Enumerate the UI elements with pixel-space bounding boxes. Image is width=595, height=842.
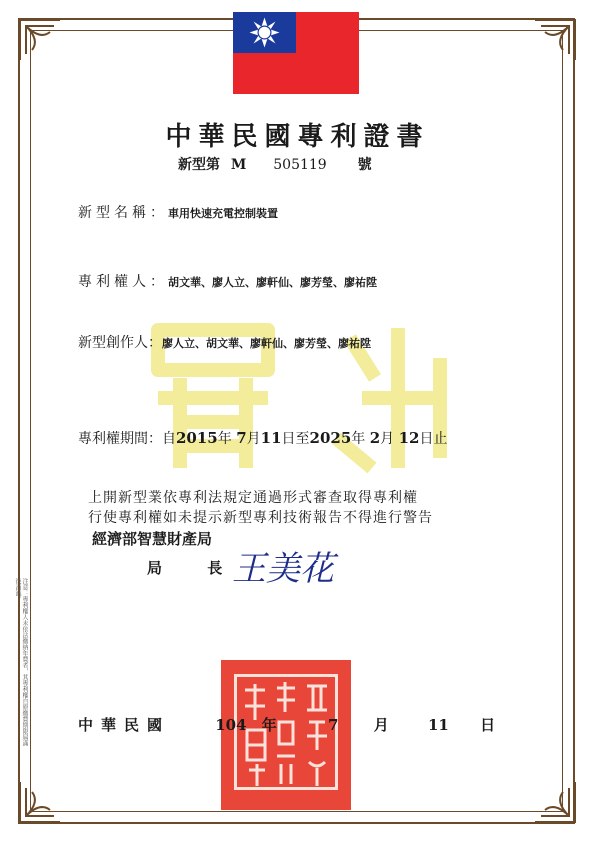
term-end-month: 2 bbox=[369, 429, 381, 447]
term-start-month: 7 bbox=[236, 429, 247, 447]
statement-line-2: 行使專利權如未提示新型專利技術報告不得進行警告 bbox=[88, 510, 433, 526]
issue-date bbox=[78, 714, 495, 735]
corner-ornament-top-right bbox=[531, 16, 579, 64]
field-patentee-value: 胡文華、廖人立、廖軒仙、廖芳瑩、廖祐陞 bbox=[168, 276, 377, 289]
certificate-title: 中華民國專利證書 bbox=[165, 122, 430, 152]
term-end-month-unit: 月 bbox=[380, 431, 395, 447]
flag-canton bbox=[233, 12, 296, 53]
term-year-unit: 年 bbox=[217, 431, 232, 447]
director-signature: 王美花 bbox=[232, 549, 334, 589]
issue-month: 7 bbox=[328, 716, 339, 734]
term-start-year: 2015 bbox=[176, 429, 218, 447]
number-prefix: 新型第 bbox=[178, 157, 220, 173]
term-end-year-unit: 年 bbox=[351, 431, 366, 447]
issue-day-label: 日 bbox=[480, 716, 496, 734]
field-inventor-label: 新型創作人： bbox=[78, 335, 162, 351]
issue-month-label: 月 bbox=[373, 716, 389, 734]
field-patentee-label: 專利權人： bbox=[78, 274, 168, 290]
number-suffix: 號 bbox=[357, 157, 372, 173]
issue-year: 104 bbox=[215, 716, 247, 734]
national-flag bbox=[233, 12, 359, 94]
term-start-day: 11 bbox=[260, 429, 282, 447]
term-end-day: 12 bbox=[398, 429, 420, 447]
number-letter: M bbox=[230, 157, 247, 173]
term-month-unit: 月 bbox=[246, 431, 261, 447]
field-inventor-value: 廖人立、胡文華、廖軒仙、廖芳瑩、廖祐陞 bbox=[162, 337, 371, 350]
term-end-year: 2025 bbox=[309, 429, 352, 447]
issue-day: 11 bbox=[427, 716, 449, 734]
official-seal bbox=[221, 660, 351, 810]
field-name bbox=[78, 202, 278, 222]
issuing-office: 經濟部智慧財產局 bbox=[92, 530, 213, 548]
field-patentee bbox=[78, 271, 377, 291]
number-value: 505119 bbox=[273, 157, 327, 173]
director-title: 局 長 bbox=[147, 559, 243, 577]
certificate-number bbox=[178, 154, 372, 174]
term-end-suffix: 日止 bbox=[419, 431, 448, 447]
issue-era: 中華民國 bbox=[78, 716, 171, 734]
corner-ornament-bottom-left bbox=[16, 778, 64, 826]
statement-line-1: 上開新型業依專利法規定通過形式審查取得專利權 bbox=[88, 490, 418, 506]
patent-term bbox=[78, 428, 447, 448]
side-note: 注意：專利權人未依法繳納年費者，其專利權自原繳費期限屆滿後消滅。 bbox=[14, 578, 28, 746]
corner-ornament-top-left bbox=[16, 16, 64, 64]
field-name-value: 車用快速充電控制裝置 bbox=[168, 207, 278, 220]
issue-year-label: 年 bbox=[261, 716, 277, 734]
term-day-unit: 日至 bbox=[281, 431, 310, 447]
term-label: 專利權期間：自 bbox=[78, 431, 176, 447]
seal-script-glyphs bbox=[221, 660, 351, 810]
white-sun-icon bbox=[233, 12, 296, 53]
field-inventor bbox=[78, 332, 371, 352]
corner-ornament-bottom-right bbox=[531, 778, 579, 826]
field-name-label: 新型名稱： bbox=[78, 205, 168, 221]
